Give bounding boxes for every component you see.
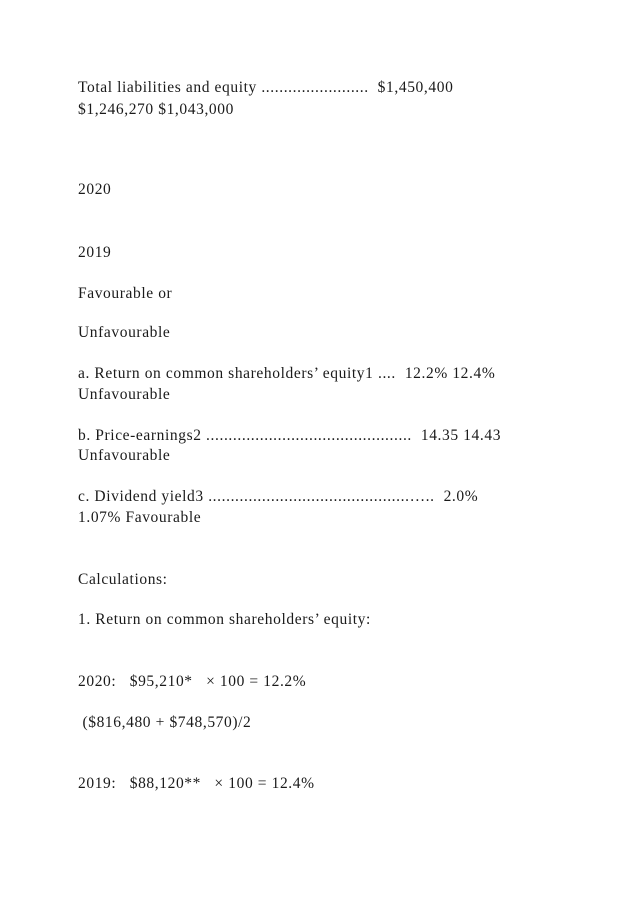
ratio-a-assessment: Unfavourable bbox=[78, 386, 171, 403]
ratio-a-return-on-equity: a. Return on common shareholders’ equity1 .... 12.2% 12.4% bbox=[78, 365, 496, 382]
calc-1-heading: 1. Return on common shareholders’ equity: bbox=[78, 611, 371, 628]
total-liabilities-line: Total liabilities and equity ........................ $1,450,400 bbox=[78, 79, 454, 96]
ratio-b-price-earnings: b. Price-earnings2 .............................................. 14.35 14.43 bbox=[78, 427, 502, 444]
favourable-heading: Favourable or bbox=[78, 285, 173, 302]
calc-2020-denominator: ($816,480 + $748,570)/2 bbox=[78, 714, 252, 731]
year-2020-heading: 2020 bbox=[78, 181, 112, 198]
unfavourable-heading: Unfavourable bbox=[78, 324, 171, 341]
calc-2019-numerator: 2019: $88,120** × 100 = 12.4% bbox=[78, 775, 315, 792]
year-2019-heading: 2019 bbox=[78, 244, 112, 261]
total-liabilities-continuation: $1,246,270 $1,043,000 bbox=[78, 101, 234, 118]
ratio-c-dividend-yield: c. Dividend yield3 .............................................….. 2.0% bbox=[78, 488, 479, 505]
ratio-b-assessment: Unfavourable bbox=[78, 447, 171, 464]
calc-2020-numerator: 2020: $95,210* × 100 = 12.2% bbox=[78, 673, 307, 690]
calculations-heading: Calculations: bbox=[78, 571, 168, 588]
ratio-c-assessment: 1.07% Favourable bbox=[78, 509, 202, 526]
